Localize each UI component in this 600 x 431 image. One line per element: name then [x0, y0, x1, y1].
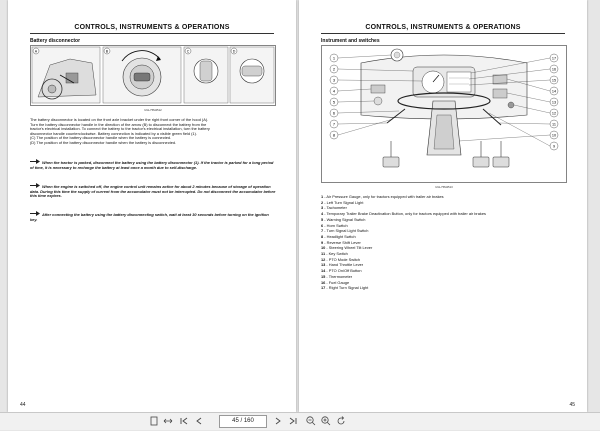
- fit-page-icon[interactable]: [148, 415, 160, 427]
- legend-item: 5 - Warning Signal Switch: [321, 216, 366, 222]
- callout-15: 15: [551, 78, 557, 83]
- component-legend: [321, 194, 486, 291]
- viewer-toolbar: [0, 412, 600, 430]
- right-page: [299, 0, 587, 412]
- legend-item: 3 - Tachometer: [321, 205, 347, 211]
- callout-1: 1: [332, 55, 336, 61]
- callout-16: 16: [551, 67, 557, 72]
- figure-label-c: C: [186, 49, 190, 54]
- page-number: 45: [569, 402, 575, 408]
- legend-item: 16 - Fuel Gauge: [321, 279, 350, 285]
- legend-item: 6 - Horn Switch: [321, 222, 348, 228]
- legend-item: 9 - Reverse Shift Lever: [321, 239, 361, 245]
- callout-4: 4: [332, 88, 336, 94]
- callout-13: 13: [551, 100, 557, 105]
- legend-item: 13 - Hand Throttle Lever: [321, 262, 364, 268]
- callout-5: 5: [332, 99, 336, 105]
- next-page-icon[interactable]: [272, 415, 284, 427]
- prev-page-icon[interactable]: [193, 415, 205, 427]
- panel-a-tractor-front: [32, 47, 100, 103]
- warning-note-3: After connecting the battery using the battery disconnecting switch, wait at least 30 seconds before turning on the ignition key.: [30, 212, 269, 222]
- zoom-out-icon[interactable]: [305, 415, 317, 427]
- last-page-icon[interactable]: [287, 415, 299, 427]
- battery-paragraph: The battery disconnector is located on the front axle bracket under the right front corner of the hood (A). Turn the battery disconnector handle in the direction of the arrow (B) to disconnect the battery from the tractor's electrical installation. To connect the battery to the tractor's electrical installation, turn the battery disconnector handle counterclockwise. Battery connection is indicated by a visible green field (1). (C) The position of the battery disconnector handle when the battery is connected. (D) The position of the battery disconnector handle when the battery is disconnected.: [30, 117, 210, 145]
- legend-item: 2 - Left Turn Signal Light: [321, 199, 364, 205]
- legend-item: 17 - Right Turn Signal Light: [321, 285, 369, 291]
- panel-c-connected: [184, 47, 228, 103]
- header-rule: [321, 33, 565, 34]
- page-header: CONTROLS, INSTRUMENTS & OPERATIONS: [365, 24, 521, 31]
- rotate-icon[interactable]: [335, 415, 347, 427]
- legend-item: 14 - PTO On/Off Button: [321, 268, 362, 274]
- figure-label-d: D: [232, 49, 236, 54]
- legend-item: 12 - PTO Mode Switch: [321, 256, 361, 262]
- page-header: CONTROLS, INSTRUMENTS & OPERATIONS: [74, 24, 230, 31]
- header-rule: [30, 33, 274, 34]
- legend-item: 15 - Thermometer: [321, 273, 353, 279]
- callout-17: 17: [551, 56, 557, 61]
- legend-item: 4 - Temporary Trailer Brake Deactivation Button, only for tractors equipped with trailer air brakes: [321, 211, 486, 217]
- section-title: Instrument and switches: [321, 38, 380, 44]
- figure-label-b: B: [105, 49, 109, 54]
- page-number: 44: [20, 402, 26, 408]
- figure-code: UGL75M4512: [144, 108, 162, 112]
- warning-note-2: When the engine is switched off, the engine control unit remains active for about 2 minutes because of storage of operation data. During this time the supply of current from the accumulator must not be interrupted. Do not disconnect the accumulator before this time expires.: [30, 184, 276, 199]
- panel-d-disconnected: [230, 47, 274, 103]
- callout-10: 10: [551, 133, 557, 138]
- figure-label-a: A: [34, 49, 38, 54]
- callout-8: 8: [332, 132, 336, 138]
- legend-item: 11 - Key Switch: [321, 251, 348, 257]
- warning-note-1: When the tractor is parked, disconnect the battery using the battery disconnector (1). If the tractor is parked for a long period of time, it is necessary to recharge the battery at least once a month due to self-discharge.: [30, 160, 274, 170]
- page-number-input[interactable]: 45 / 160: [219, 415, 267, 428]
- callout-12: 12: [551, 111, 557, 116]
- callout-2: 2: [332, 66, 336, 72]
- callout-6: 6: [332, 110, 336, 116]
- callout-9: 9: [552, 144, 556, 149]
- section-title: Battery disconnector: [30, 38, 81, 44]
- callout-3: 3: [332, 77, 336, 83]
- legend-item: 1 - Air Pressure Gauge, only for tractors equipped with trailer air brakes: [321, 194, 444, 199]
- figure-code: UGL75M4513: [435, 185, 453, 189]
- instrument-panel-figure: [321, 45, 567, 190]
- legend-item: 7 - Turn Signal Light Switch: [321, 228, 369, 234]
- left-page: [8, 0, 296, 412]
- callout-14: 14: [551, 89, 557, 94]
- battery-disconnector-figure: [30, 45, 276, 113]
- callout-11: 11: [552, 122, 556, 127]
- callout-7: 7: [332, 121, 336, 127]
- panel-b-disconnector-handle: [103, 47, 181, 103]
- legend-item: 8 - Headlight Switch: [321, 233, 356, 239]
- zoom-in-icon[interactable]: [320, 415, 332, 427]
- fit-width-icon[interactable]: [162, 415, 174, 427]
- legend-item: 10 - Steering Wheel Tilt Lever: [321, 245, 373, 251]
- first-page-icon[interactable]: [178, 415, 190, 427]
